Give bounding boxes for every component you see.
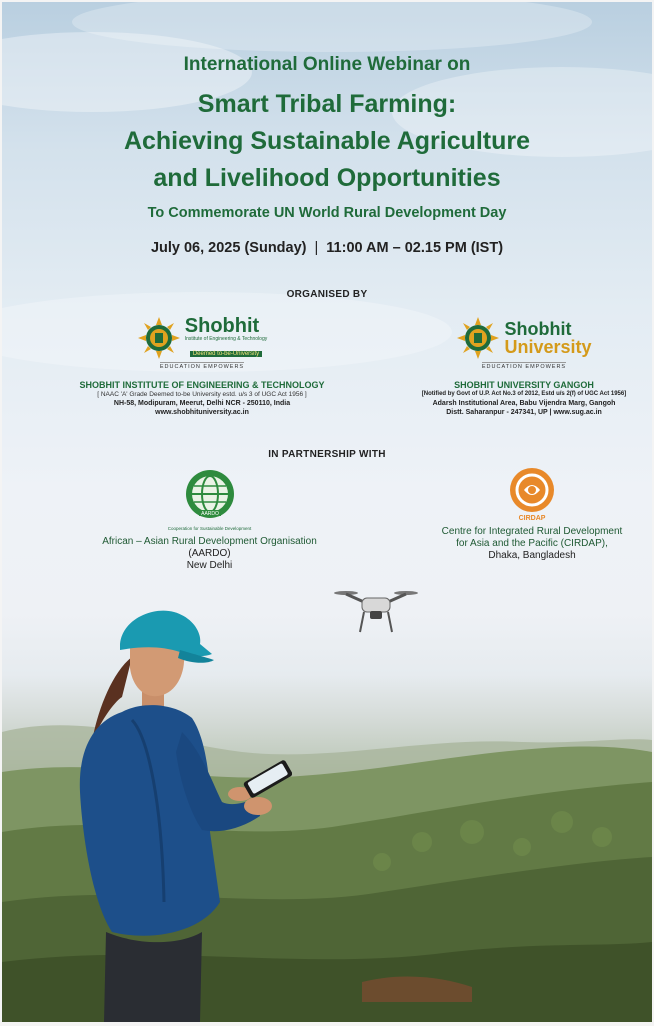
organiser-left-note: [ NAAC 'A' Grade Deemed to-be University estd. u/s 3 of UGC Act 1956 ] — [97, 391, 307, 398]
title-line-3: and Livelihood Opportunities — [153, 164, 501, 192]
shobhit-institute-logo — [72, 316, 332, 360]
shobhit-emblem-icon — [456, 316, 500, 360]
organiser-left-website: www.shobhituniversity.ac.in — [155, 409, 249, 416]
drone-icon — [332, 586, 420, 638]
organiser-right-note: [Notified by Govt of U.P. Act No.3 of 2012, Estd u/s 2(f) of UGC Act 1956] — [421, 391, 627, 397]
datetime-separator: | — [314, 240, 319, 256]
logo-word: Shobhit — [504, 319, 572, 339]
logo-badge: Deemed to-be-University — [190, 351, 262, 357]
partner-right-name-1: Centre for Integrated Rural Development — [441, 526, 623, 537]
shobhit-university-logo — [394, 316, 652, 360]
organiser-right-district: Distt. Saharanpur - 247341, UP | www.sug.ac.in — [446, 409, 602, 416]
cirdap-logo-text: CIRDAP — [518, 515, 546, 522]
event-title — [2, 86, 652, 197]
partnership-label: IN PARTNERSHIP WITH — [268, 449, 386, 460]
shobhit-emblem-icon — [137, 316, 181, 360]
partner-left-name: African – Asian Rural Development Organisation — [102, 536, 317, 547]
event-time: 11:00 AM – 02.15 PM (IST) — [326, 240, 504, 256]
title-line-2: Achieving Sustainable Agriculture — [123, 127, 531, 155]
webinar-poster — [2, 2, 652, 1022]
organiser-left-address: NH-58, Modipuram, Meerut, Delhi NCR - 250110, India — [113, 400, 291, 407]
partner-left-abbr: (AARDO) — [188, 548, 231, 559]
organised-by-label: ORGANISED BY — [286, 289, 368, 300]
partner-left-city: New Delhi — [186, 560, 233, 571]
logo-tagline: EDUCATION EMPOWERS — [481, 364, 567, 370]
aardo-globe-icon — [180, 466, 240, 526]
organiser-right-address: Adarsh Institutional Area, Babu Vijendra Marg, Gangoh — [432, 400, 616, 407]
farmer-with-tablet — [52, 602, 292, 1022]
aardo-logo-caption: Cooperation for Sustainable Development — [167, 526, 252, 531]
logo-sub: Institute of Engineering & Technology — [184, 336, 268, 342]
logo-word: Shobhit — [184, 315, 260, 337]
event-subtitle: To Commemorate UN World Rural Development Day — [147, 205, 507, 221]
logo-tagline: EDUCATION EMPOWERS — [159, 364, 245, 370]
aardo-logo-text: AARDO — [200, 511, 219, 517]
organiser-right-name: SHOBHIT UNIVERSITY GANGOH — [454, 380, 594, 390]
logo-word-2: University — [504, 337, 592, 357]
organiser-right — [394, 316, 652, 417]
event-datetime — [2, 240, 652, 256]
title-line-1: Smart Tribal Farming: — [197, 90, 457, 118]
event-date: July 06, 2025 (Sunday) — [150, 240, 307, 256]
partner-right-name-2: for Asia and the Pacific (CIRDAP), — [456, 538, 608, 549]
organiser-left-name: SHOBHIT INSTITUTE OF ENGINEERING & TECHNOLOGY — [79, 380, 325, 390]
partner-left — [72, 466, 347, 572]
event-type: International Online Webinar on — [183, 54, 471, 75]
cirdap-logo-icon — [504, 466, 560, 522]
organiser-left — [72, 316, 332, 417]
partner-right — [402, 466, 652, 562]
partner-right-city: Dhaka, Bangladesh — [488, 550, 576, 561]
